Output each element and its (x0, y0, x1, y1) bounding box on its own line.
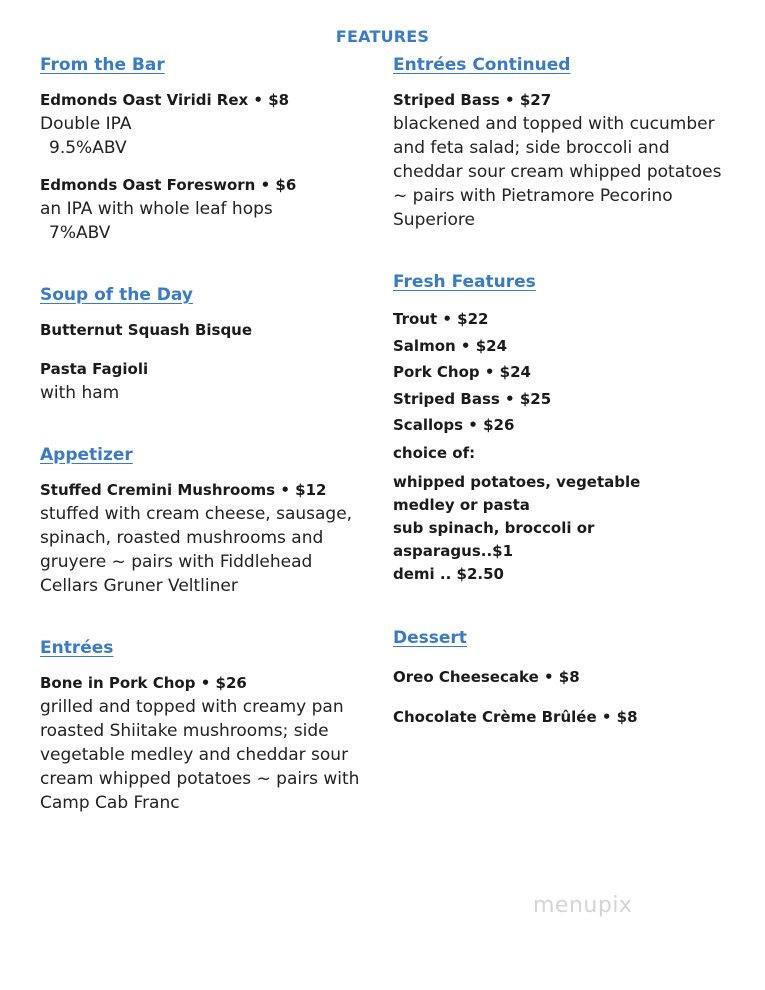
item-description: blackened and topped with cucumber and feta salad; side broccoli and cheddar sour cream whipped potatoes ~ pairs with Pietramore Pecorino Superiore (393, 114, 722, 230)
item-description: stuffed with cream cheese, sausage, spinach, roasted mushrooms and gruyere ~ pairs with Fiddlehead Cellars Gruner Veltliner (40, 504, 353, 596)
section-fresh-features (393, 272, 723, 586)
list-item: Trout • $22 (393, 310, 489, 328)
choice-line: asparagus..$1 (393, 541, 514, 560)
page-title: FEATURES (335, 27, 430, 46)
right-column (393, 55, 723, 771)
menu-item (40, 174, 360, 245)
item-name: Pasta Fagioli (40, 360, 149, 378)
item-description: an IPA with whole leaf hops (40, 199, 273, 219)
section-heading-entrees: Entrées (40, 638, 114, 658)
section-appetizer (40, 445, 360, 598)
list-item: Scallops • $26 (393, 416, 515, 434)
list-item: Pork Chop • $24 (393, 363, 531, 381)
section-heading-entrees-continued: Entrées Continued (393, 55, 571, 75)
choice-line: medley or pasta (393, 495, 530, 514)
menu-item (393, 89, 723, 232)
menu-item (40, 672, 360, 815)
item-description: with ham (40, 383, 120, 403)
section-entrees-continued (393, 55, 723, 232)
choice-line: whipped potatoes, vegetable (393, 472, 641, 491)
item-description: grilled and topped with creamy pan roasted Shiitake mushrooms; side vegetable medley and cheddar sour cream whipped potatoes ~ pairs with Camp Cab Franc (40, 697, 360, 813)
item-name: Bone in Pork Chop • $26 (40, 674, 247, 692)
section-soup (40, 285, 360, 405)
choice-label: choice of: (393, 443, 476, 462)
section-heading-soup: Soup of the Day (40, 285, 193, 305)
section-dessert (393, 628, 723, 731)
section-heading-appetizer: Appetizer (40, 445, 133, 465)
list-item: Chocolate Crème Brûlée • $8 (393, 708, 638, 726)
section-from-the-bar (40, 55, 360, 245)
menu-item (40, 89, 360, 160)
list-item: Oreo Cheesecake • $8 (393, 667, 580, 686)
section-heading-dessert: Dessert (393, 627, 467, 648)
choice-line: sub spinach, broccoli or (393, 518, 595, 537)
menu-item (40, 358, 360, 405)
section-entrees (40, 638, 360, 815)
section-heading-from-the-bar: From the Bar (40, 55, 165, 75)
menu-item (40, 479, 360, 598)
item-name: Edmonds Oast Foresworn • $6 (40, 176, 297, 194)
item-abv: 9.5%ABV (49, 138, 127, 158)
list-item: Salmon • $24 (393, 336, 508, 355)
choice-line: demi .. $2.50 (393, 564, 504, 583)
item-name: Stuffed Cremini Mushrooms • $12 (40, 481, 327, 499)
menu-item (40, 319, 360, 342)
item-description: Double IPA (40, 114, 132, 134)
item-name: Butternut Squash Bisque (40, 321, 253, 339)
item-name: Striped Bass • $27 (393, 91, 552, 109)
left-column (40, 55, 360, 855)
menupix-watermark: menupix (533, 893, 633, 918)
item-name: Edmonds Oast Viridi Rex • $8 (40, 91, 290, 109)
section-heading-fresh-features: Fresh Features (393, 272, 536, 292)
list-item: Striped Bass • $25 (393, 389, 552, 408)
item-abv: 7%ABV (49, 223, 111, 243)
